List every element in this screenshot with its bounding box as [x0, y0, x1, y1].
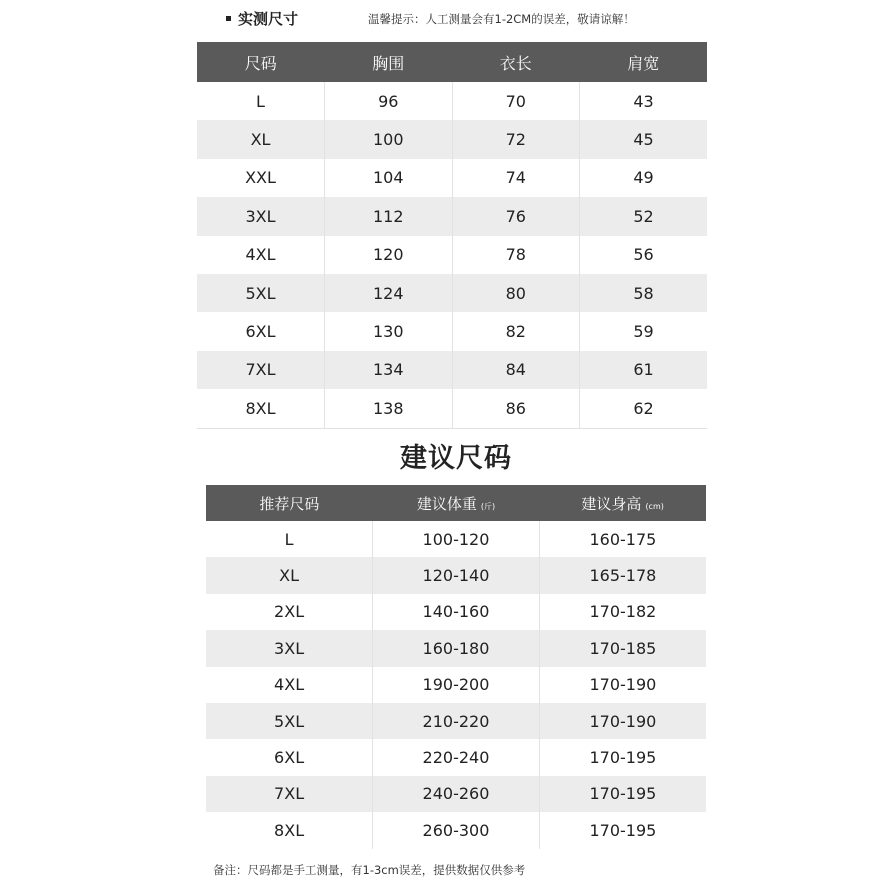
table-cell: 56	[580, 236, 708, 274]
table-cell: 100-120	[373, 521, 540, 557]
table-row	[206, 703, 706, 739]
table-cell: XL	[206, 557, 373, 593]
table-cell: 120-140	[373, 557, 540, 593]
table-cell: 170-190	[539, 667, 706, 703]
table-cell: 138	[325, 389, 453, 428]
size-header	[0, 0, 896, 40]
table-cell: 140-160	[373, 594, 540, 630]
table-cell: 78	[452, 236, 580, 274]
table-row	[206, 667, 706, 703]
table-cell: 170-195	[539, 739, 706, 775]
table-row	[197, 312, 707, 350]
table-row	[197, 389, 707, 428]
column-header: 衣长	[452, 42, 580, 82]
bullet-icon	[226, 16, 231, 21]
table-cell: 170-195	[539, 776, 706, 812]
table-cell: 4XL	[197, 236, 325, 274]
column-unit: (斤)	[480, 501, 496, 511]
table-cell: 170-195	[539, 812, 706, 848]
table-cell: 61	[580, 351, 708, 389]
table-cell: 45	[580, 120, 708, 158]
table-cell: 210-220	[373, 703, 540, 739]
table-row	[206, 776, 706, 812]
table-cell: 86	[452, 389, 580, 428]
column-label: 推荐尺码	[259, 494, 320, 513]
table-cell: 82	[452, 312, 580, 350]
table-cell: 8XL	[197, 389, 325, 428]
table-cell: 49	[580, 159, 708, 197]
column-label: 建议身高	[581, 494, 642, 513]
table-cell: XL	[197, 120, 325, 158]
table-cell: 72	[452, 120, 580, 158]
table-row	[206, 630, 706, 666]
table-cell: 5XL	[206, 703, 373, 739]
table-cell: XXL	[197, 159, 325, 197]
table-cell: 59	[580, 312, 708, 350]
table-cell: 3XL	[206, 630, 373, 666]
column-unit: (cm)	[645, 501, 664, 511]
table-cell: 170-190	[539, 703, 706, 739]
table-cell: 8XL	[206, 812, 373, 848]
table-row	[206, 739, 706, 775]
table-cell: 62	[580, 389, 708, 428]
column-header: 肩宽	[580, 42, 708, 82]
recommended-size-title: 建议尺码	[400, 443, 512, 474]
column-header	[206, 485, 373, 521]
table-row	[197, 351, 707, 389]
table-cell: 2XL	[206, 594, 373, 630]
table-cell: 52	[580, 197, 708, 235]
table-cell: 74	[452, 159, 580, 197]
table-cell: 96	[325, 82, 453, 120]
table-cell: 165-178	[539, 557, 706, 593]
table-cell: 240-260	[373, 776, 540, 812]
table-cell: 76	[452, 197, 580, 235]
column-header: 胸围	[325, 42, 453, 82]
table-cell: 100	[325, 120, 453, 158]
table-cell: L	[197, 82, 325, 120]
table-row	[206, 812, 706, 848]
recommended-size-table	[206, 485, 706, 849]
table-cell: 58	[580, 274, 708, 312]
table-cell: 104	[325, 159, 453, 197]
table-cell: 6XL	[197, 312, 325, 350]
table-row	[206, 521, 706, 557]
table-row	[197, 197, 707, 235]
table-cell: 80	[452, 274, 580, 312]
section-title: 实测尺寸	[238, 10, 299, 28]
measurement-notice: 温馨提示：人工测量会有1-2CM的误差，敬请谅解！	[368, 12, 635, 26]
table-cell: 7XL	[197, 351, 325, 389]
table-cell: L	[206, 521, 373, 557]
table-cell: 124	[325, 274, 453, 312]
table-cell: 112	[325, 197, 453, 235]
measured-size-table	[197, 42, 707, 429]
table-header-row	[197, 42, 707, 82]
table-cell: 190-200	[373, 667, 540, 703]
table-header-row	[206, 485, 706, 521]
table-cell: 170-185	[539, 630, 706, 666]
table-row	[197, 82, 707, 120]
footnote: 备注：尺码都是手工测量，有1-3cm误差，提供数据仅供参考	[213, 863, 526, 877]
table-cell: 130	[325, 312, 453, 350]
column-header	[373, 485, 540, 521]
table-cell: 160-180	[373, 630, 540, 666]
table-cell: 170-182	[539, 594, 706, 630]
table-cell: 120	[325, 236, 453, 274]
column-header	[539, 485, 706, 521]
table-cell: 134	[325, 351, 453, 389]
table-cell: 7XL	[206, 776, 373, 812]
table-row	[206, 594, 706, 630]
table-cell: 4XL	[206, 667, 373, 703]
table-row	[197, 236, 707, 274]
table-cell: 160-175	[539, 521, 706, 557]
table-cell: 3XL	[197, 197, 325, 235]
column-label: 建议体重	[416, 494, 477, 513]
table-row	[197, 159, 707, 197]
table-cell: 84	[452, 351, 580, 389]
table-cell: 70	[452, 82, 580, 120]
table-cell: 5XL	[197, 274, 325, 312]
table-row	[197, 274, 707, 312]
table-row	[197, 120, 707, 158]
table-cell: 260-300	[373, 812, 540, 848]
table-cell: 6XL	[206, 739, 373, 775]
table-cell: 43	[580, 82, 708, 120]
column-header: 尺码	[197, 42, 325, 82]
table-row	[206, 557, 706, 593]
table-cell: 220-240	[373, 739, 540, 775]
